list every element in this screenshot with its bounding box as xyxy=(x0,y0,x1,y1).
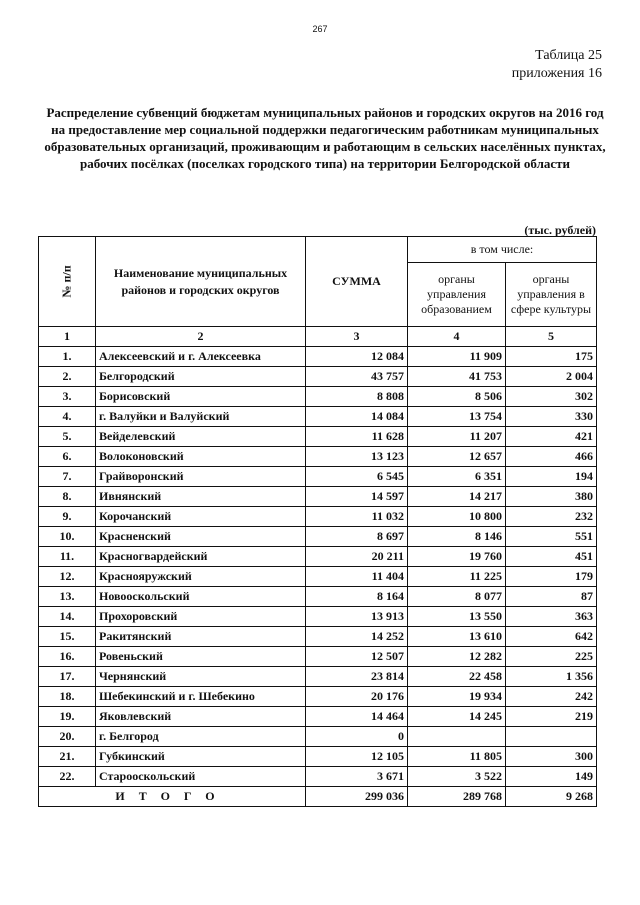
culture-cell xyxy=(506,727,597,747)
sum-cell: 0 xyxy=(306,727,408,747)
sum-cell: 12 105 xyxy=(306,747,408,767)
district-name: г. Белгород xyxy=(96,727,306,747)
row-number: 10. xyxy=(39,527,96,547)
district-name: Грайворонский xyxy=(96,467,306,487)
row-number: 22. xyxy=(39,767,96,787)
district-name: Новооскольский xyxy=(96,587,306,607)
table-number: Таблица 25 xyxy=(535,48,602,63)
district-name: Ракитянский xyxy=(96,627,306,647)
district-name: Краснояружский xyxy=(96,567,306,587)
culture-cell: 302 xyxy=(506,387,597,407)
culture-cell: 642 xyxy=(506,627,597,647)
table-row xyxy=(39,767,597,787)
district-name: Губкинский xyxy=(96,747,306,767)
total-culture: 9 268 xyxy=(506,787,597,807)
culture-cell: 363 xyxy=(506,607,597,627)
table-reference xyxy=(512,47,602,83)
culture-cell: 300 xyxy=(506,747,597,767)
education-cell: 11 805 xyxy=(408,747,506,767)
education-cell: 3 522 xyxy=(408,767,506,787)
district-name: Яковлевский xyxy=(96,707,306,727)
education-cell: 11 909 xyxy=(408,347,506,367)
units-label: (тыс. рублей) xyxy=(524,223,596,237)
row-number: 18. xyxy=(39,687,96,707)
total-label: ИТОГО xyxy=(39,787,306,807)
total-education: 289 768 xyxy=(408,787,506,807)
total-sum: 299 036 xyxy=(306,787,408,807)
education-cell: 8 077 xyxy=(408,587,506,607)
header-number: № п/п xyxy=(39,237,96,327)
table-row xyxy=(39,347,597,367)
row-number: 19. xyxy=(39,707,96,727)
culture-cell: 232 xyxy=(506,507,597,527)
sum-cell: 14 597 xyxy=(306,487,408,507)
header-name: Наименование муниципальных районов и городских округов xyxy=(96,237,306,327)
district-name: Алексеевский и г. Алексеевка xyxy=(96,347,306,367)
culture-cell: 149 xyxy=(506,767,597,787)
education-cell: 22 458 xyxy=(408,667,506,687)
row-number: 8. xyxy=(39,487,96,507)
row-number: 12. xyxy=(39,567,96,587)
table-row xyxy=(39,447,597,467)
education-cell: 11 207 xyxy=(408,427,506,447)
culture-cell: 421 xyxy=(506,427,597,447)
culture-cell: 219 xyxy=(506,707,597,727)
header-row-1 xyxy=(39,237,597,263)
row-number: 9. xyxy=(39,507,96,527)
table-row xyxy=(39,727,597,747)
table-row xyxy=(39,387,597,407)
table-body xyxy=(39,347,597,807)
education-cell: 41 753 xyxy=(408,367,506,387)
education-cell: 10 800 xyxy=(408,507,506,527)
header-culture: органы управления в сфере культуры xyxy=(506,263,597,327)
sum-cell: 6 545 xyxy=(306,467,408,487)
district-name: Красненский xyxy=(96,527,306,547)
row-number: 5. xyxy=(39,427,96,447)
row-number: 20. xyxy=(39,727,96,747)
appendix-number: приложения 16 xyxy=(511,66,602,81)
table-row xyxy=(39,627,597,647)
table-row xyxy=(39,587,597,607)
row-number: 11. xyxy=(39,547,96,567)
sum-cell: 3 671 xyxy=(306,767,408,787)
header-education: органы управления образованием xyxy=(408,263,506,327)
header-including: в том числе: xyxy=(408,237,597,263)
sum-cell: 43 757 xyxy=(306,367,408,387)
culture-cell: 466 xyxy=(506,447,597,467)
district-name: Борисовский xyxy=(96,387,306,407)
education-cell: 14 245 xyxy=(408,707,506,727)
row-number: 16. xyxy=(39,647,96,667)
education-cell: 6 351 xyxy=(408,467,506,487)
table-row xyxy=(39,607,597,627)
table-row xyxy=(39,427,597,447)
education-cell: 12 657 xyxy=(408,447,506,467)
sum-cell: 13 913 xyxy=(306,607,408,627)
culture-cell: 380 xyxy=(506,487,597,507)
table-row xyxy=(39,547,597,567)
table-row xyxy=(39,507,597,527)
table-row xyxy=(39,407,597,427)
culture-cell: 1 356 xyxy=(506,667,597,687)
page-number: 267 xyxy=(312,24,328,34)
column-number: 5 xyxy=(506,327,597,347)
education-cell: 19 934 xyxy=(408,687,506,707)
district-name: Шебекинский и г. Шебекино xyxy=(96,687,306,707)
row-number: 21. xyxy=(39,747,96,767)
district-name: Белгородский xyxy=(96,367,306,387)
table-row xyxy=(39,747,597,767)
row-number: 7. xyxy=(39,467,96,487)
district-name: Чернянский xyxy=(96,667,306,687)
culture-cell: 551 xyxy=(506,527,597,547)
column-numbers-row xyxy=(39,327,597,347)
column-number: 3 xyxy=(306,327,408,347)
document-title: Распределение субвенций бюджетам муниципальных районов и городских округов на 2016 год на предоставление мер социальной поддержки педагогическим работникам муниципальных образовательных организаций, проживающим и работающим в сельских населённых пунктах, рабочих посёлках (поселках городского типа) на территории Белгородской области xyxy=(44,105,606,171)
row-number: 1. xyxy=(39,347,96,367)
education-cell: 19 760 xyxy=(408,547,506,567)
district-name: Волоконовский xyxy=(96,447,306,467)
table-row xyxy=(39,567,597,587)
culture-cell: 87 xyxy=(506,587,597,607)
education-cell xyxy=(408,727,506,747)
culture-cell: 451 xyxy=(506,547,597,567)
education-cell: 13 550 xyxy=(408,607,506,627)
row-number: 14. xyxy=(39,607,96,627)
district-name: Ровеньский xyxy=(96,647,306,667)
education-cell: 8 146 xyxy=(408,527,506,547)
education-cell: 11 225 xyxy=(408,567,506,587)
sum-cell: 12 084 xyxy=(306,347,408,367)
sum-cell: 11 032 xyxy=(306,507,408,527)
sum-cell: 13 123 xyxy=(306,447,408,467)
education-cell: 8 506 xyxy=(408,387,506,407)
sum-cell: 14 464 xyxy=(306,707,408,727)
culture-cell: 330 xyxy=(506,407,597,427)
district-name: Корочанский xyxy=(96,507,306,527)
total-row xyxy=(39,787,597,807)
row-number: 4. xyxy=(39,407,96,427)
column-number: 1 xyxy=(39,327,96,347)
row-number: 15. xyxy=(39,627,96,647)
district-name: Старооскольский xyxy=(96,767,306,787)
district-name: Вейделевский xyxy=(96,427,306,447)
district-name: г. Валуйки и Валуйский xyxy=(96,407,306,427)
culture-cell: 2 004 xyxy=(506,367,597,387)
sum-cell: 12 507 xyxy=(306,647,408,667)
district-name: Ивнянский xyxy=(96,487,306,507)
culture-cell: 175 xyxy=(506,347,597,367)
sum-cell: 14 084 xyxy=(306,407,408,427)
education-cell: 13 754 xyxy=(408,407,506,427)
district-name: Прохоровский xyxy=(96,607,306,627)
table-row xyxy=(39,467,597,487)
table-row xyxy=(39,667,597,687)
sum-cell: 8 164 xyxy=(306,587,408,607)
sum-cell: 20 211 xyxy=(306,547,408,567)
row-number: 6. xyxy=(39,447,96,467)
row-number: 17. xyxy=(39,667,96,687)
district-name: Красногвардейский xyxy=(96,547,306,567)
education-cell: 14 217 xyxy=(408,487,506,507)
row-number: 2. xyxy=(39,367,96,387)
header-sum: СУММА xyxy=(306,237,408,327)
education-cell: 13 610 xyxy=(408,627,506,647)
row-number: 3. xyxy=(39,387,96,407)
sum-cell: 11 628 xyxy=(306,427,408,447)
column-number: 4 xyxy=(408,327,506,347)
row-number: 13. xyxy=(39,587,96,607)
table-row xyxy=(39,707,597,727)
sum-cell: 20 176 xyxy=(306,687,408,707)
culture-cell: 225 xyxy=(506,647,597,667)
column-number: 2 xyxy=(96,327,306,347)
culture-cell: 194 xyxy=(506,467,597,487)
table-row xyxy=(39,527,597,547)
table-row xyxy=(39,687,597,707)
sum-cell: 8 697 xyxy=(306,527,408,547)
sum-cell: 23 814 xyxy=(306,667,408,687)
culture-cell: 242 xyxy=(506,687,597,707)
sum-cell: 14 252 xyxy=(306,627,408,647)
culture-cell: 179 xyxy=(506,567,597,587)
sum-cell: 8 808 xyxy=(306,387,408,407)
table-row xyxy=(39,367,597,387)
subsidy-table xyxy=(38,236,597,807)
education-cell: 12 282 xyxy=(408,647,506,667)
table-row xyxy=(39,487,597,507)
table-row xyxy=(39,647,597,667)
sum-cell: 11 404 xyxy=(306,567,408,587)
